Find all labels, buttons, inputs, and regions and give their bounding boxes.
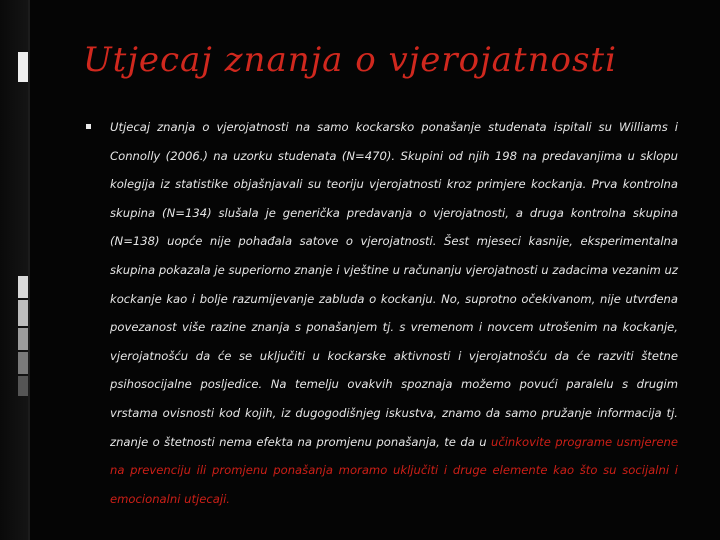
bullet-marker [86, 124, 91, 129]
decor-block [18, 276, 28, 298]
decor-block [18, 328, 28, 350]
slide-body [110, 113, 678, 513]
body-paragraph: Utjecaj znanja o vjerojatnosti na samo kockarsko ponašanje studenata ispitali su Williams i Connolly (2006.) na uzorku studenata (N=470). Skupini od njih 198 na predavanjima u sklopu kolegija iz statistike objašnjavali su teoriju vjerojatnosti kroz primjere kockanja. Prva kontrolna skupina (N=134) slušala je generička predavanja o vjerojatnosti, a druga kontrolna skupina (N=138) uopće nije pohađala satove o vjerojatnosti. Šest mjeseci kasnije, eksperimentalna skupina pokazala je superiorno znanje i vještine u računanju vjerojatnosti u zadacima vezanim uz kockanje kao i bolje razumijevanje zabluda o kockanju. No, suprotno očekivanom, nije utvrđena povezanost više razine znanja s ponašanjem tj. s vremenom i novcem utrošenim na kockanje, vjerojatnošću da će se uključiti u kockarske aktivnosti i vjerojatnošću da će razviti štetne psihosocijalne posljedice. Na temelju ovakvih spoznaja možemo povući paralelu s drugim vrstama ovisnosti kod kojih, iz dugogodišnjeg iskustva, znamo da samo pružanje informacija tj. znanje o štetnosti nema efekta na promjenu ponašanja, te da u [110, 120, 678, 449]
decor-block [18, 300, 28, 326]
slide-title: Utjecaj znanja o vjerojatnosti [83, 40, 617, 80]
decor-block [18, 376, 28, 396]
decor-block [18, 352, 28, 374]
decor-block [18, 52, 28, 82]
body-highlight: učinkovite programe usmjerene na prevenciju ili promjenu ponašanja moramo uključiti i druge elemente kao što su socijalni i emocionalni utjecaji. [110, 434, 678, 506]
